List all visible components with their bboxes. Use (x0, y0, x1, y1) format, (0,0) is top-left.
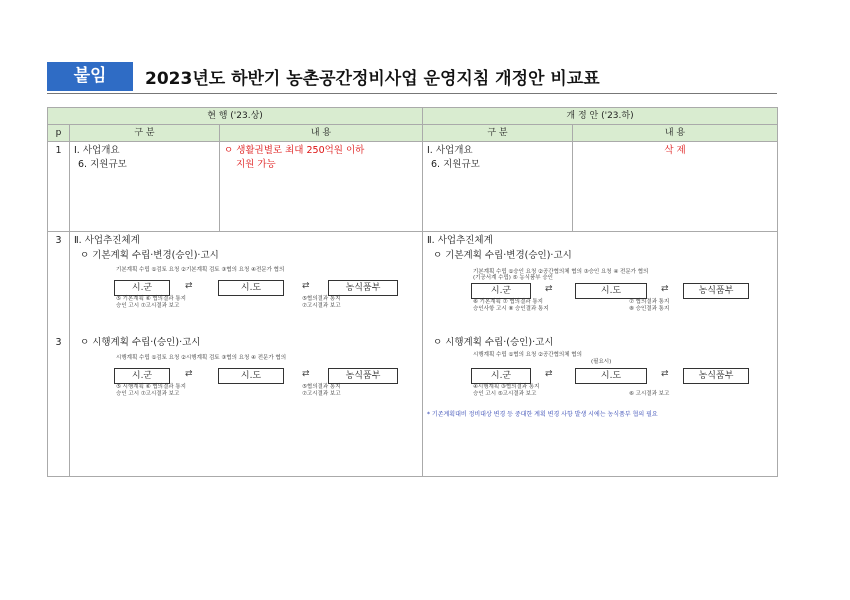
current-section-title: Ⅱ. 사업추진체계 (74, 235, 140, 246)
col-revised-category-header: 구 분 (423, 125, 573, 142)
row-page: 1 (48, 142, 70, 232)
current-category (70, 142, 220, 232)
current-impl-subtitle: ㅇ 시행계획 수립·(승인)·고시 (80, 337, 201, 348)
current-basic-subtitle: ㅇ 기본계획 수립·변경(승인)·고시 (80, 250, 219, 261)
revised-impl-subtitle: ㅇ 시행계획 수립·(승인)·고시 (433, 337, 554, 348)
current-impl-note: ⑤협의결과 통지 (302, 384, 341, 390)
current-impl-note: 승인 고시 ⑦고시결과 보고 (116, 391, 180, 397)
revised-impl-note: ④시행계획 ③협의결과 통지 (473, 384, 540, 390)
revised-impl-city-box: 시.군 (471, 368, 531, 384)
revised-category-line: 6. 지원규모 (431, 159, 480, 170)
current-basic-province-box: 시.도 (218, 280, 284, 296)
revised-impl-steps: 시행계획 수립 ①협의 요청 ②공간협의체 협의 (473, 352, 582, 358)
row-page-label: 3 (55, 337, 62, 348)
current-impl-province-box: 시.도 (218, 368, 284, 384)
revised-impl-ministry-box: 농식품부 (683, 368, 749, 384)
col-current-content-header: 내 용 (220, 125, 423, 142)
col-revised-content-header: 내 용 (573, 125, 778, 142)
current-impl-steps: 시행계획 수립 ①검토 요청 ②시행계획 검토 ③협의 요청 ④ 전문가 협의 (116, 355, 287, 361)
revised-category-line: Ⅰ. 사업개요 (427, 145, 473, 156)
revised-basic-province-box: 시.도 (575, 283, 647, 299)
current-diagram-cell (70, 232, 423, 477)
revised-footnote: * 기존계획대비 정비대상 변경 등 중대한 계획 변경 사항 발생 시에는 농식품부 협의 필요 (427, 411, 658, 418)
current-category-line: Ⅰ. 사업개요 (74, 145, 120, 156)
revised-impl-note: 승인 고시 ⑤고시결과 보고 (473, 391, 537, 397)
revised-basic-subtitle: ㅇ 기본계획 수립·변경(승인)·고시 (433, 250, 572, 261)
revised-basic-ministry-box: 농식품부 (683, 283, 749, 299)
revised-basic-note: ⑥ 기본계획 ⑦ 협의결과 통지 (473, 299, 543, 305)
arrow-icon: ⇄ (185, 369, 193, 379)
current-basic-note: ⑤협의결과 통지 (302, 296, 341, 302)
header-row-top (48, 108, 778, 125)
revised-basic-steps: (기공서계 수립) ⑤ 농식품부 승인 (473, 275, 553, 281)
revised-impl-province-box: 시.도 (575, 368, 647, 384)
current-basic-city-box: 시.군 (114, 280, 170, 296)
current-basic-note: ⑤ 기본계획 ⑥ 협의결과 통지 (116, 296, 186, 302)
revised-impl-note: ⑥ 고시결과 보고 (629, 391, 670, 397)
attachment-badge: 붙임 (47, 62, 133, 91)
revised-content: 삭 제 (573, 142, 778, 232)
revised-basic-note: 승인사항 고시 ⑧ 승인결과 통지 (473, 306, 549, 312)
current-header: 현 행 ('23.상) (48, 108, 423, 125)
row-page (48, 232, 70, 477)
current-content-line: ㅇ 생활권별로 최대 250억원 이하 (224, 145, 365, 156)
revised-basic-city-box: 시.군 (471, 283, 531, 299)
current-content (220, 142, 423, 232)
revised-basic-steps: 기본계획 수립 ①승인 요청 ②공간협의체 협의 ③승인 요청 ④ 전문가 협의 (473, 269, 649, 275)
current-basic-steps: 기본계획 수립 ①검토 요청 ②기본계획 검토 ③협의 요청 ④전문가 협의 (116, 267, 285, 273)
current-impl-note: ⑤ 시행계획 ⑥ 협의결과 통지 (116, 384, 186, 390)
page-title: 2023년도 하반기 농촌공간정비사업 운영지침 개정안 비교표 (145, 69, 600, 89)
table-row (48, 232, 778, 477)
arrow-icon: ⇄ (545, 284, 553, 294)
title-underline (47, 93, 777, 94)
table-row (48, 142, 778, 232)
col-current-category-header: 구 분 (70, 125, 220, 142)
revised-basic-note: ⑦ 협의결과 통지 (629, 299, 670, 305)
revised-impl-steps: (필요시) (591, 359, 612, 365)
current-basic-note: 승인 고시 ⑦고시결과 보고 (116, 303, 180, 309)
current-basic-note: ⑦고시결과 보고 (302, 303, 341, 309)
arrow-icon: ⇄ (661, 369, 669, 379)
arrow-icon: ⇄ (661, 284, 669, 294)
revised-category (423, 142, 573, 232)
header-row-columns (48, 125, 778, 142)
revised-section-title: Ⅱ. 사업추진체계 (427, 235, 493, 246)
current-impl-note: ⑦고시결과 보고 (302, 391, 341, 397)
revised-diagram-cell (423, 232, 778, 477)
comparison-table (47, 107, 778, 477)
current-category-line: 6. 지원규모 (78, 159, 127, 170)
arrow-icon: ⇄ (185, 281, 193, 291)
current-content-line: 지원 가능 (236, 159, 276, 170)
current-impl-city-box: 시.군 (114, 368, 170, 384)
arrow-icon: ⇄ (302, 281, 310, 291)
current-impl-ministry-box: 농식품부 (328, 368, 398, 384)
revised-basic-note: ⑧ 승인결과 통지 (629, 306, 670, 312)
row-page-label: 3 (55, 235, 62, 246)
arrow-icon: ⇄ (545, 369, 553, 379)
current-basic-ministry-box: 농식품부 (328, 280, 398, 296)
arrow-icon: ⇄ (302, 369, 310, 379)
col-p-header: p (48, 125, 70, 142)
revised-header: 개 정 안 ('23.하) (423, 108, 778, 125)
